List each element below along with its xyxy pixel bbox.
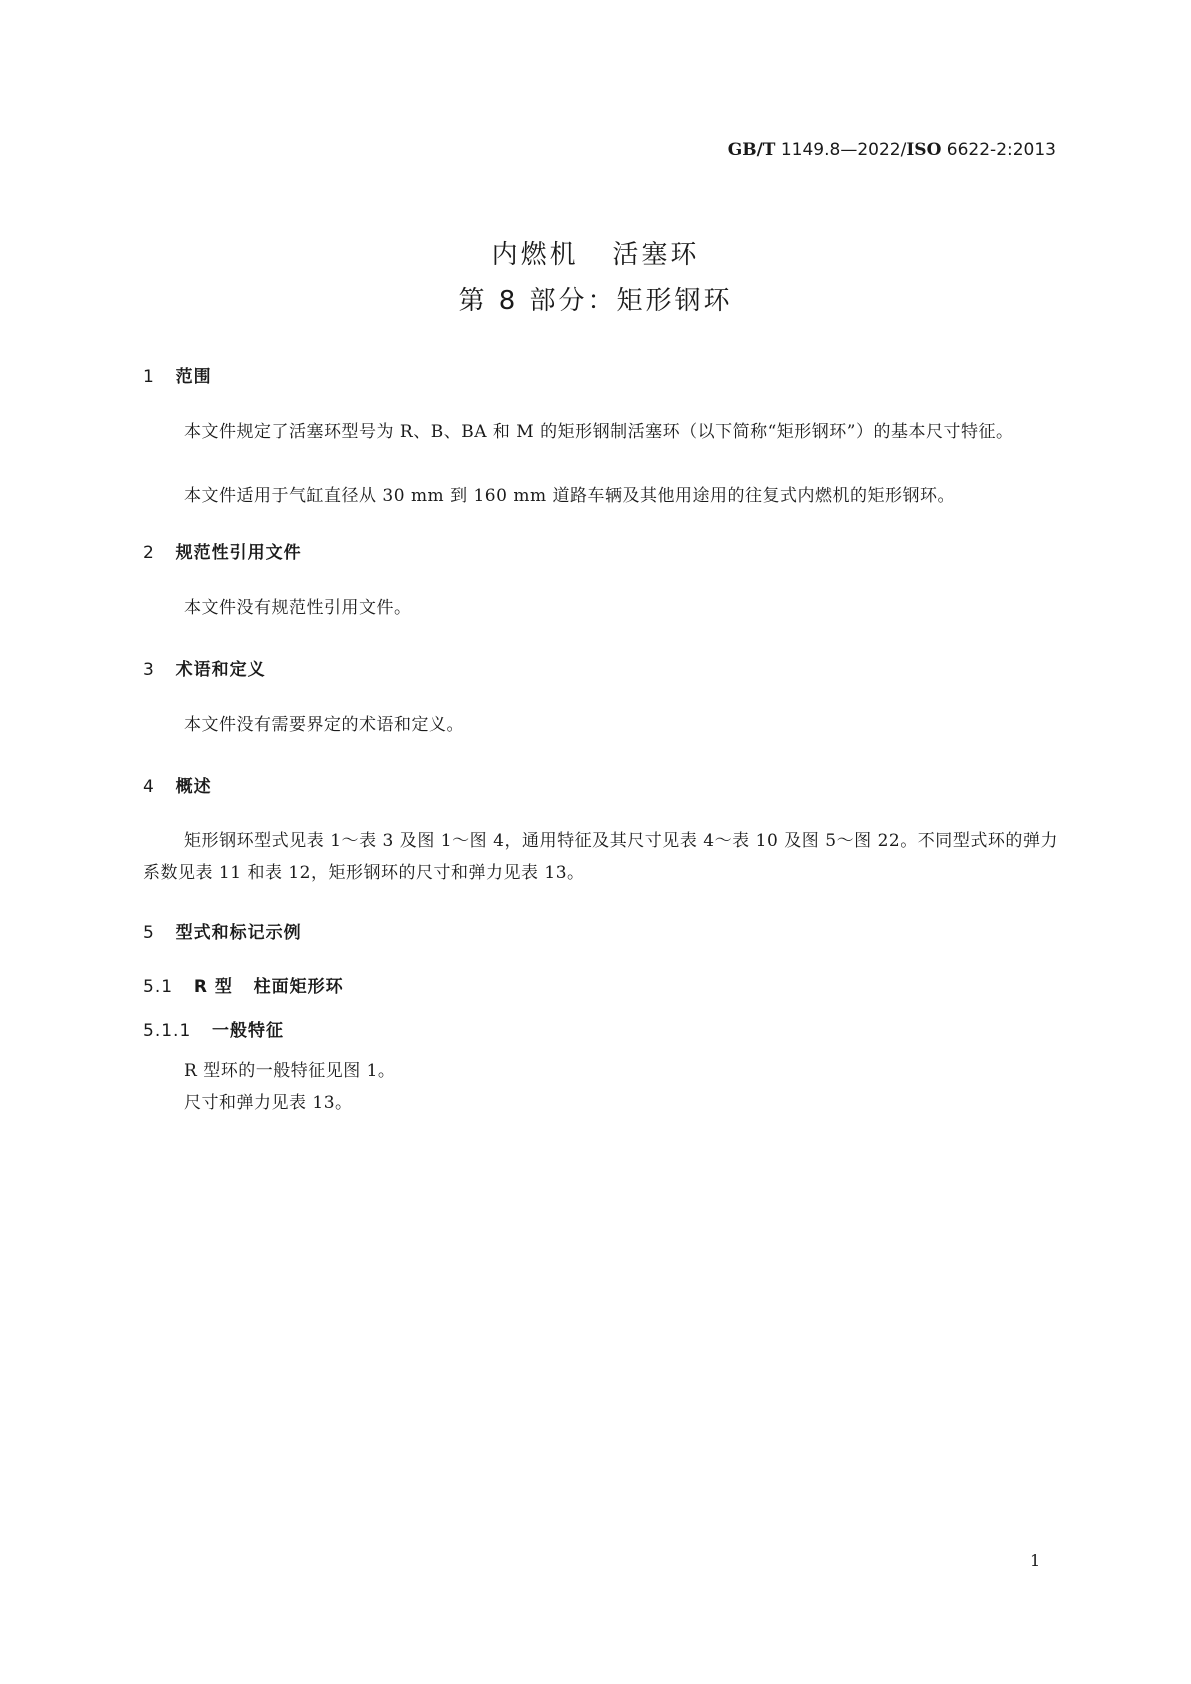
section-title: 概述 <box>175 777 212 797</box>
section-number: 5.1.1 <box>143 1021 192 1041</box>
std-number: 1149.8—2022/ <box>775 140 907 160</box>
section-5-1-heading <box>143 972 344 997</box>
iso-number: 6622-2:2013 <box>941 140 1056 160</box>
section-3-heading <box>143 655 266 680</box>
section-title: 范围 <box>175 367 212 387</box>
title-line-2: 第 8 部分：矩形钢环 <box>458 286 733 316</box>
section-1-paragraph-1: 本文件规定了活塞环型号为 R、B、BA 和 M 的矩形钢制活塞环（以下简称“矩形钢环”）的基本尺寸特征。 <box>184 422 1014 442</box>
section-number: 3 <box>143 660 155 680</box>
section-5-1-1-paragraph-2: 尺寸和弹力见表 13。 <box>184 1093 353 1113</box>
section-number: 1 <box>143 367 155 387</box>
page-number: 1 <box>1030 1551 1041 1570</box>
document-title <box>0 232 1191 324</box>
section-5-heading <box>143 918 302 943</box>
section-5-1-1-paragraph-1: R 型环的一般特征见图 1。 <box>184 1061 396 1081</box>
section-title: 型式和标记示例 <box>175 923 302 943</box>
section-number: 5 <box>143 923 155 943</box>
section-1-paragraph-2: 本文件适用于气缸直径从 30 mm 到 160 mm 道路车辆及其他用途用的往复式内燃机的矩形钢环。 <box>184 486 955 506</box>
iso-prefix: ISO <box>906 140 942 160</box>
section-1-heading <box>143 362 212 387</box>
std-prefix: GB/T <box>727 140 776 160</box>
section-number: 2 <box>143 543 155 563</box>
section-4-heading <box>143 772 212 797</box>
section-title: 规范性引用文件 <box>175 543 302 563</box>
title-line-1: 内燃机 活塞环 <box>491 240 700 270</box>
section-title: R 型 柱面矩形环 <box>193 977 344 997</box>
section-5-1-1-heading <box>143 1016 284 1041</box>
section-3-paragraph-1: 本文件没有需要界定的术语和定义。 <box>184 715 464 735</box>
section-number: 5.1 <box>143 977 174 997</box>
section-2-heading <box>143 538 302 563</box>
section-number: 4 <box>143 777 155 797</box>
standard-code <box>728 140 1056 160</box>
section-title: 术语和定义 <box>175 660 266 680</box>
section-4-paragraph-1: 矩形钢环型式见表 1～表 3 及图 1～图 4，通用特征及其尺寸见表 4～表 10 及图 5～图 22。不同型式环的弹力系数见表 11 和表 12，矩形钢环的尺寸和弹力见表 13。 <box>143 831 1058 883</box>
section-2-paragraph-1: 本文件没有规范性引用文件。 <box>184 598 412 618</box>
section-title: 一般特征 <box>212 1021 285 1041</box>
